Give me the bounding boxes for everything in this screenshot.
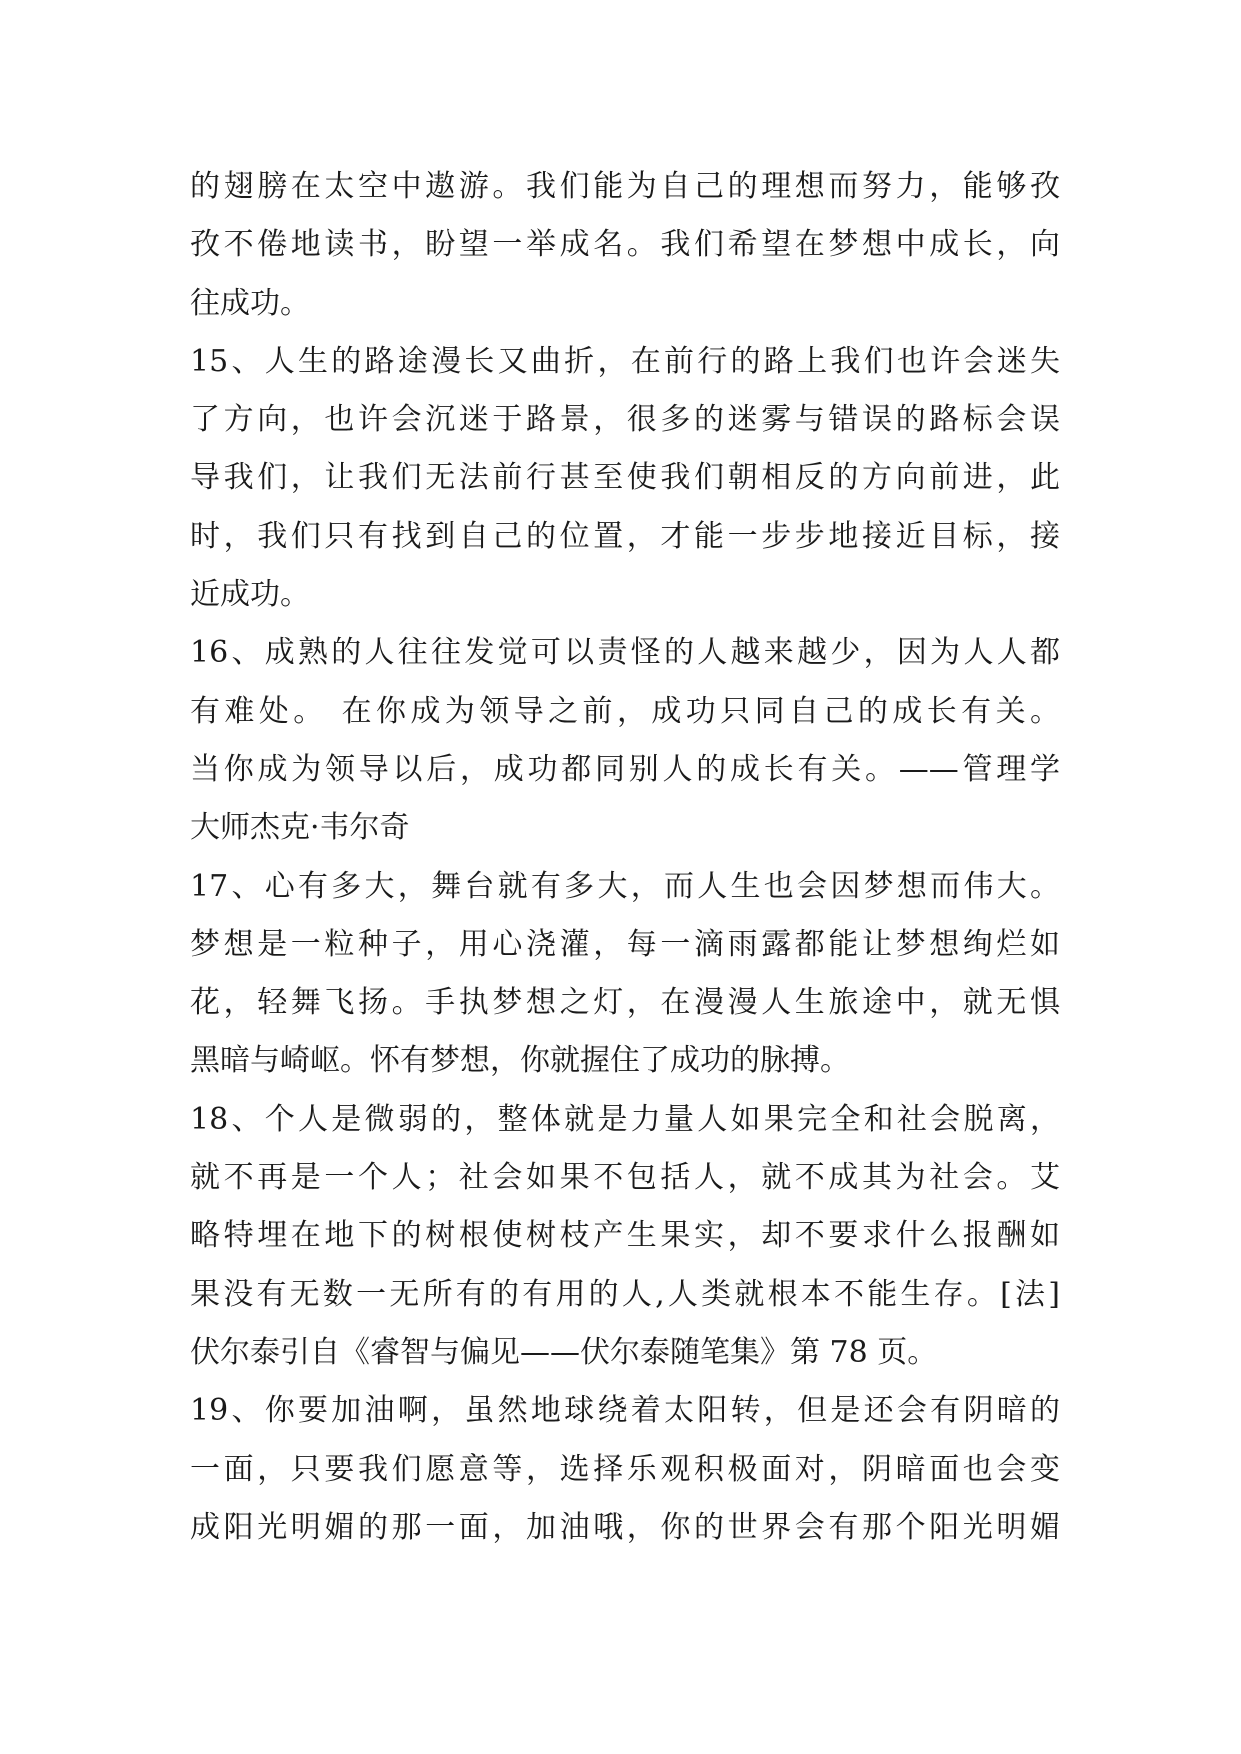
text-line: 有难处。 在你成为领导之前，成功只同自己的成长有关。 (190, 693, 1060, 729)
body-text (190, 158, 1060, 1557)
text-line: 往成功。 (190, 285, 310, 321)
text-line: 17、心有多大，舞台就有多大，而人生也会因梦想而伟大。 (190, 868, 1060, 904)
text-line: 略特埋在地下的树根使树枝产生果实，却不要求什么报酬如 (190, 1218, 1060, 1254)
text-line: 18、个人是微弱的，整体就是力量人如果完全和社会脱离， (190, 1101, 1060, 1137)
text-line: 16、成熟的人往往发觉可以责怪的人越来越少，因为人人都 (190, 635, 1060, 671)
text-line: 了方向，也许会沉迷于路景，很多的迷雾与错误的路标会误 (190, 402, 1060, 438)
text-line: 15、人生的路途漫长又曲折，在前行的路上我们也许会迷失 (190, 343, 1060, 379)
text-line: 就不再是一个人；社会如果不包括人，就不成其为社会。艾 (190, 1160, 1060, 1196)
text-line: 伏尔泰引自《睿智与偏见——伏尔泰随笔集》第 78 页。 (190, 1334, 938, 1370)
text-line: 的翅膀在太空中遨游。我们能为自己的理想而努力，能够孜 (190, 169, 1060, 204)
text-line: 果没有无数一无所有的有用的人,人类就根本不能生存。[法] (190, 1276, 1060, 1312)
text-line: 大师杰克·韦尔奇 (190, 810, 410, 846)
text-line: 19、你要加油啊，虽然地球绕着太阳转，但是还会有阴暗的 (190, 1393, 1060, 1429)
text-line: 时，我们只有找到自己的位置，才能一步步地接近目标，接 (190, 518, 1060, 554)
text-line: 近成功。 (190, 577, 310, 613)
text-line: 一面，只要我们愿意等，选择乐观积极面对，阴暗面也会变 (190, 1451, 1060, 1487)
text-line: 花，轻舞飞扬。手执梦想之灯，在漫漫人生旅途中，就无惧 (190, 985, 1060, 1021)
text-line: 导我们，让我们无法前行甚至使我们朝相反的方向前进，此 (190, 460, 1060, 496)
text-line: 孜不倦地读书，盼望一举成名。我们希望在梦想中成长，向 (190, 227, 1060, 263)
text-line: 黑暗与崎岖。怀有梦想，你就握住了成功的脉搏。 (190, 1043, 850, 1079)
text-line: 梦想是一粒种子，用心浇灌，每一滴雨露都能让梦想绚烂如 (190, 926, 1060, 962)
text-line: 当你成为领导以后，成功都同别人的成长有关。——管理学 (190, 751, 1060, 787)
text-line: 成阳光明媚的那一面，加油哦，你的世界会有那个阳光明媚 (190, 1509, 1060, 1545)
